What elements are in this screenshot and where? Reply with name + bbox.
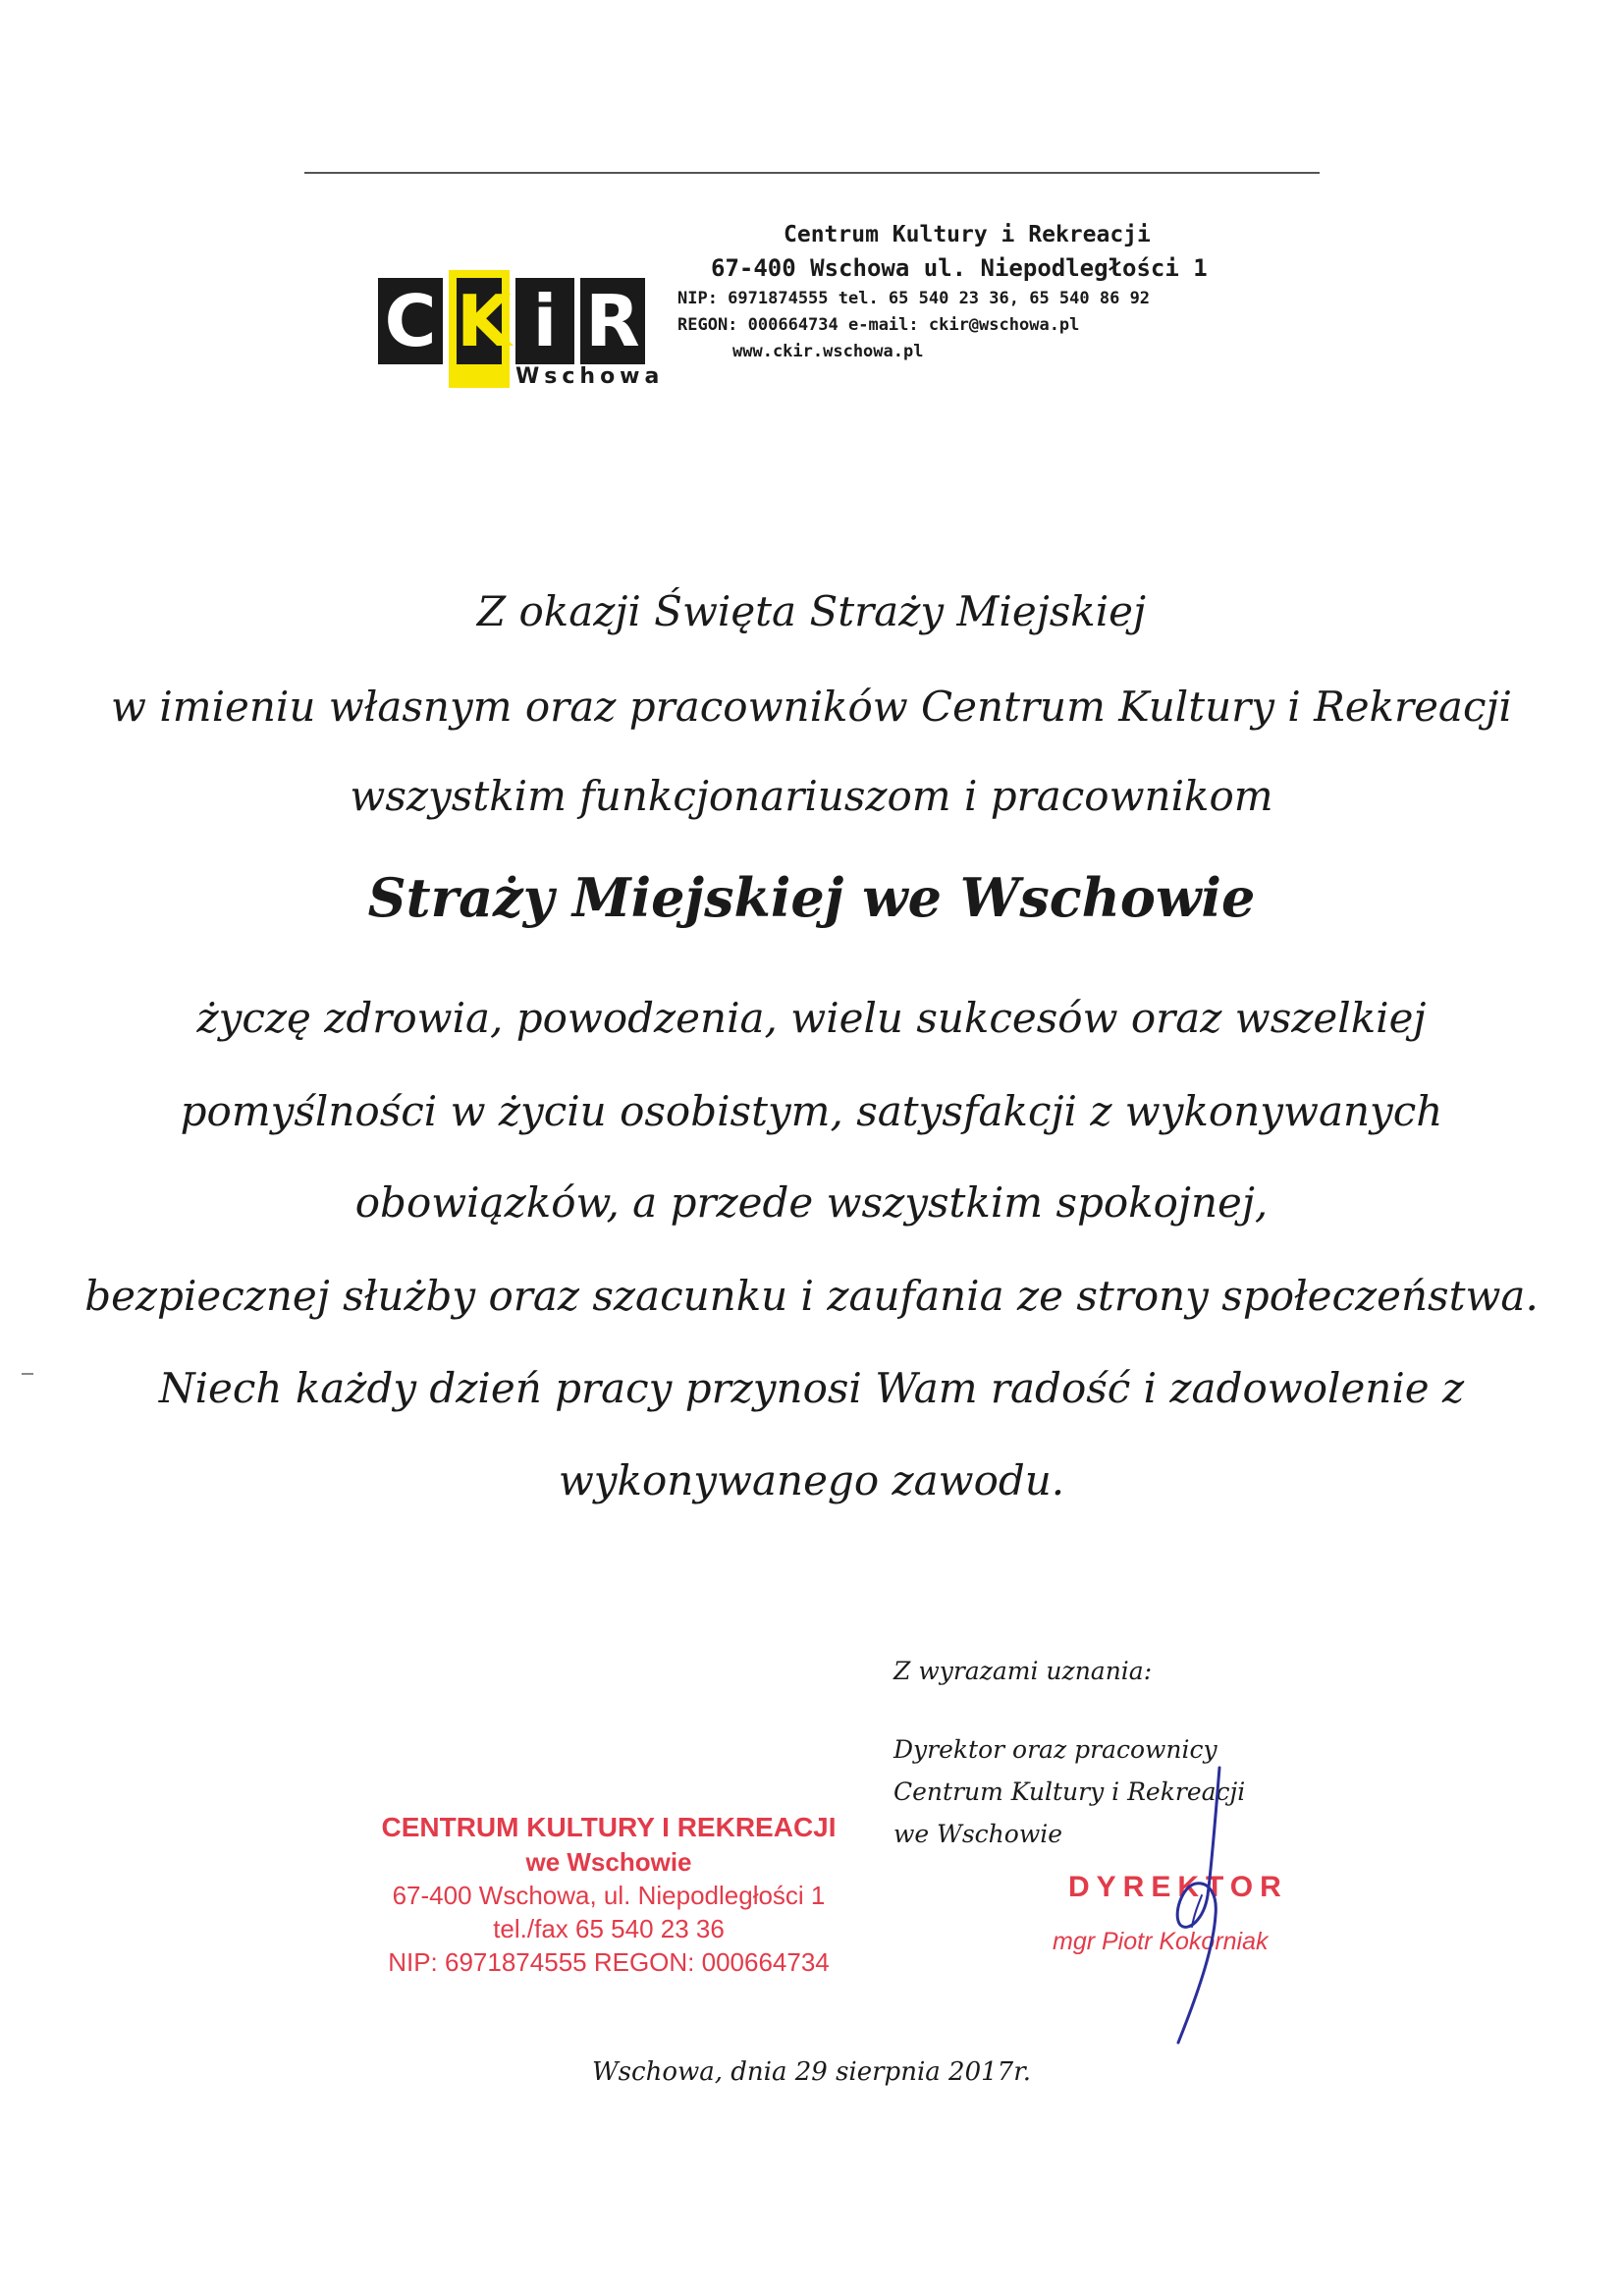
letter-recipient: Straży Miejskiej we Wschowie: [367, 866, 1256, 929]
logo-letter-c: C: [378, 278, 443, 364]
letter-line: pomyślności w życiu osobistym, satysfakcji z wykonywanych: [180, 1087, 1443, 1135]
letter-line: wykonywanego zawodu.: [558, 1456, 1065, 1504]
scan-mark: [22, 1373, 33, 1375]
org-address: 67-400 Wschowa ul. Niepodległości 1: [711, 254, 1208, 282]
logo-letter-r: R: [580, 278, 645, 364]
stamp-ids: NIP: 6971874555 REGON: 000664734: [388, 1947, 830, 1977]
institution-stamp: [363, 1810, 854, 1979]
letter-line: wszystkim funkcjonariuszom i pracownikom: [350, 772, 1273, 820]
stamp-telfax: tel./fax 65 540 23 36: [493, 1914, 725, 1943]
logo-letter-i: i: [515, 278, 574, 364]
closing-line: Dyrektor oraz pracownicy: [893, 1735, 1217, 1764]
org-nip-tel: NIP: 6971874555 tel. 65 540 23 36, 65 540 86 92: [677, 289, 1151, 308]
logo-subtitle: Wschowa: [515, 364, 665, 389]
closing-greeting: Z wyrazami uznania:: [893, 1657, 1153, 1685]
stamp-place: we Wschowie: [525, 1847, 692, 1877]
letter-date: Wschowa, dnia 29 sierpnia 2017r.: [591, 2057, 1032, 2087]
letter-line: Niech każdy dzień pracy przynosi Wam radość i zadowolenie z: [158, 1364, 1465, 1412]
signature: [1159, 1758, 1257, 2052]
logo-yellow-frame: [449, 270, 510, 388]
letterhead: [668, 218, 1296, 365]
director-stamp-title: DYREKTOR: [1068, 1871, 1288, 1903]
stamp-name: CENTRUM KULTURY I REKREACJI: [381, 1812, 837, 1842]
letter-line: w imieniu własnym oraz pracowników Centrum Kultury i Rekreacji: [111, 683, 1512, 731]
stamp-address: 67-400 Wschowa, ul. Niepodległości 1: [392, 1881, 826, 1910]
director-stamp-name: mgr Piotr Kokorniak: [1053, 1928, 1269, 1955]
org-name: Centrum Kultury i Rekreacji: [784, 222, 1151, 247]
closing-line: we Wschowie: [893, 1820, 1063, 1848]
letter-line: Z okazji Święta Straży Miejskiej: [476, 587, 1147, 635]
org-regon-email: REGON: 000664734 e-mail: ckir@wschowa.pl: [677, 315, 1080, 335]
letter-line: życzę zdrowia, powodzenia, wielu sukcesów oraz wszelkiej: [196, 994, 1427, 1042]
header-rule: [304, 172, 1320, 174]
letter-line: obowiązków, a przede wszystkim spokojnej,: [354, 1178, 1269, 1227]
letter-line: bezpiecznej służby oraz szacunku i zaufania ze strony społeczeństwa.: [84, 1272, 1539, 1320]
org-website: www.ckir.wschowa.pl: [732, 342, 924, 361]
closing-line: Centrum Kultury i Rekreacji: [893, 1777, 1246, 1806]
ckir-logo: [378, 270, 665, 389]
logo-letter-k: K: [457, 280, 512, 362]
